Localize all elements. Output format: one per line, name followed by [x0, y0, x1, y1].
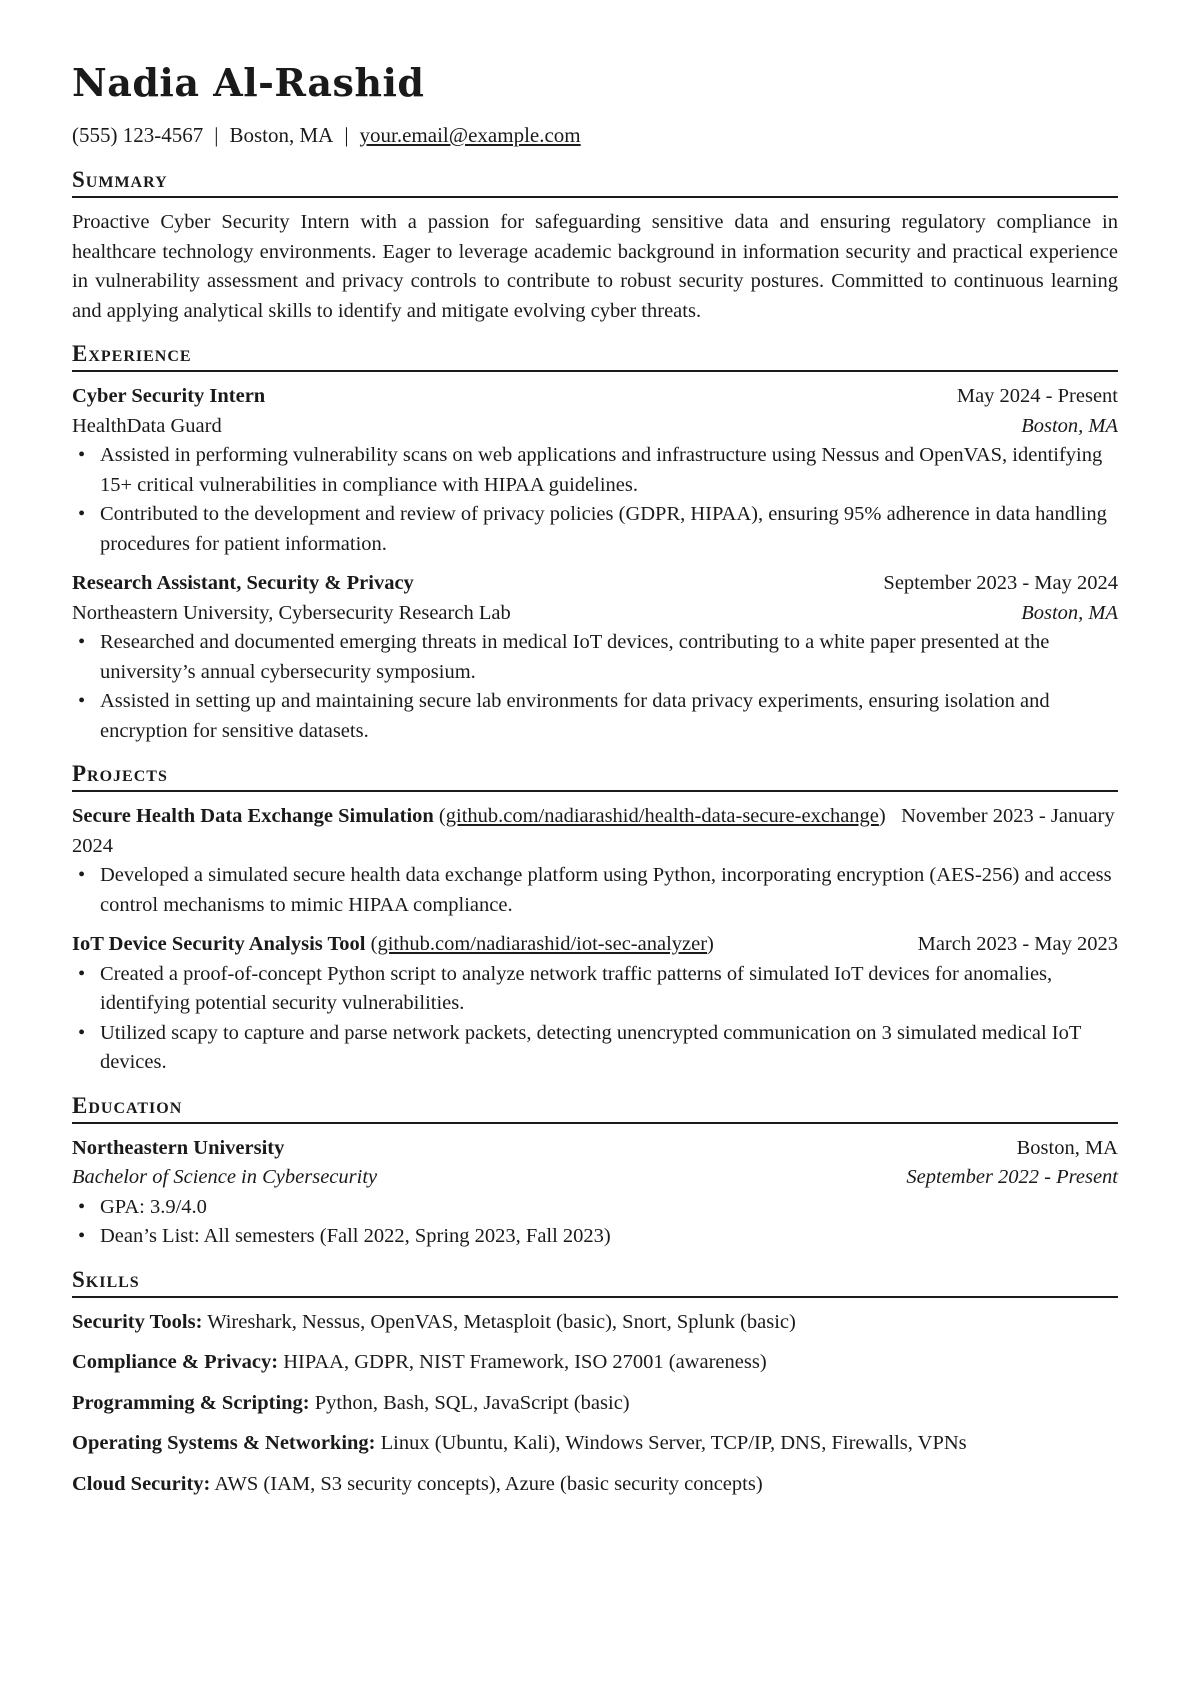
skill-row [72, 1429, 1118, 1459]
project-dates: November 2023 - January 2024 [72, 805, 1115, 857]
experience-heading: Experience [72, 340, 1118, 372]
list-item: • GPA: 3.9/4.0 [72, 1193, 1118, 1223]
list-item: • Assisted in performing vulnerability scans on web applications and infrastructure using Nessus and OpenVAS, identifying 15+ critical vulnerabilities in compliance with HIPAA guidelines. [72, 441, 1118, 500]
skill-value: Python, Bash, SQL, JavaScript (basic) [314, 1391, 630, 1414]
contact-line [72, 120, 1118, 150]
candidate-name: Nadia Al-Rashid [72, 60, 425, 105]
education-heading: Education [72, 1092, 1118, 1124]
bullet-icon: • [78, 503, 86, 525]
skill-label: Programming & Scripting: [72, 1391, 310, 1414]
list-item: • Contributed to the development and review of privacy policies (GDPR, HIPAA), ensuring 95% adherence in data handling procedures for patient information. [72, 500, 1118, 559]
list-item: • Utilized scapy to capture and parse network packets, detecting unencrypted communication on 3 simulated medical IoT devices. [72, 1019, 1118, 1078]
bullet-list [72, 1193, 1118, 1252]
skills-list [72, 1308, 1118, 1500]
bullet-list [72, 861, 1118, 920]
bullet-icon: • [78, 962, 86, 985]
bullet-list [72, 628, 1118, 746]
experience-entry [72, 569, 1118, 746]
project-link[interactable]: github.com/nadiarashid/iot-sec-analyzer [377, 933, 708, 955]
bullet-icon: • [78, 864, 86, 886]
experience-section [72, 340, 1118, 746]
project-header: Secure Health Data Exchange Simulation (github.com/nadiarashid/health-data-secure-exchange) November 2023 - January 2024 [72, 805, 1115, 857]
summary-text: Proactive Cyber Security Intern with a passion for safeguarding sensitive data and ensuring regulatory compliance in healthcare technology environments. Eager to leverage academic background in information security and practical experience in vulnerability assessment and privacy controls to contribute to robust security postures. Committed to continuous learning and applying analytical skills to identify and mitigate evolving cyber threats. [72, 211, 1118, 322]
job-title: Cyber Security Intern [72, 385, 266, 407]
education-section [72, 1092, 1118, 1252]
skill-label: Operating Systems & Networking: [72, 1432, 376, 1454]
bullet-icon: • [78, 1225, 86, 1247]
summary-section [72, 166, 1118, 326]
education-entry [72, 1134, 1118, 1252]
list-item: • Assisted in setting up and maintaining secure lab environments for data privacy experiments, ensuring isolation and encryption for sensitive datasets. [72, 687, 1118, 746]
skill-value: Linux (Ubuntu, Kali), Windows Server, TCP/IP, DNS, Firewalls, VPNs [380, 1432, 967, 1454]
degree: Bachelor of Science in Cybersecurity [72, 1166, 378, 1188]
list-item: • Created a proof-of-concept Python script to analyze network traffic patterns of simulated IoT devices for anomalies, identifying potential security vulnerabilities. [72, 960, 1118, 1019]
project-entry [72, 930, 1118, 1078]
bullet-list [72, 960, 1118, 1078]
skill-row [72, 1308, 1118, 1338]
projects-heading: Projects [72, 760, 1118, 792]
skill-value: Wireshark, Nessus, OpenVAS, Metasploit (basic), Snort, Splunk (basic) [207, 1310, 796, 1333]
job-title: Research Assistant, Security & Privacy [72, 572, 414, 594]
education-dates: September 2022 - Present [906, 1166, 1118, 1188]
skill-label: Cloud Security: [72, 1472, 211, 1495]
skills-section [72, 1266, 1118, 1500]
experience-entry [72, 382, 1118, 559]
skill-label: Security Tools: [72, 1310, 203, 1333]
project-dates: March 2023 - May 2023 [917, 933, 1118, 955]
project-link[interactable]: github.com/nadiarashid/health-data-secure-exchange [445, 805, 879, 827]
job-dates: May 2024 - Present [956, 385, 1118, 407]
bullet-list [72, 441, 1118, 559]
location: Boston, MA [229, 123, 334, 147]
skill-row [72, 1348, 1118, 1378]
project-entry [72, 802, 1118, 920]
bullet-icon: • [78, 1195, 86, 1218]
list-item: • Researched and documented emerging threats in medical IoT devices, contributing to a white paper presented at the university’s annual cybersecurity symposium. [72, 628, 1118, 687]
contact-separator: | [344, 123, 349, 147]
school-location: Boston, MA [1016, 1136, 1118, 1159]
bullet-icon: • [78, 444, 86, 466]
bullet-icon: • [78, 690, 86, 712]
job-dates: September 2023 - May 2024 [883, 572, 1118, 594]
projects-section [72, 760, 1118, 1078]
skill-value: HIPAA, GDPR, NIST Framework, ISO 27001 (awareness) [283, 1351, 767, 1373]
bullet-icon: • [78, 1021, 86, 1044]
job-location: Boston, MA [1021, 601, 1118, 624]
company-name: HealthData Guard [72, 414, 222, 437]
project-header: IoT Device Security Analysis Tool (github.com/nadiarashid/iot-sec-analyzer) March 2023 - May 2023 [72, 930, 1118, 960]
skill-row [72, 1470, 1118, 1500]
school-name: Northeastern University [72, 1136, 285, 1159]
phone-number: (555) 123-4567 [72, 123, 204, 147]
list-item: • Dean’s List: All semesters (Fall 2022, Spring 2023, Fall 2023) [72, 1222, 1118, 1252]
contact-separator: | [214, 123, 219, 147]
skill-row [72, 1389, 1118, 1419]
summary-heading: Summary [72, 166, 1118, 198]
company-name: Northeastern University, Cybersecurity Research Lab [72, 601, 511, 624]
skill-label: Compliance & Privacy: [72, 1351, 279, 1373]
bullet-icon: • [78, 631, 86, 653]
skill-value: AWS (IAM, S3 security concepts), Azure (basic security concepts) [214, 1472, 763, 1495]
project-name: Secure Health Data Exchange Simulation [72, 805, 434, 827]
email-link[interactable]: your.email@example.com [359, 123, 581, 147]
job-location: Boston, MA [1021, 414, 1118, 437]
skills-heading: Skills [72, 1266, 1118, 1298]
project-name: IoT Device Security Analysis Tool [72, 933, 366, 955]
list-item: • Developed a simulated secure health data exchange platform using Python, incorporating encryption (AES-256) and access control mechanisms to mimic HIPAA compliance. [72, 861, 1118, 920]
